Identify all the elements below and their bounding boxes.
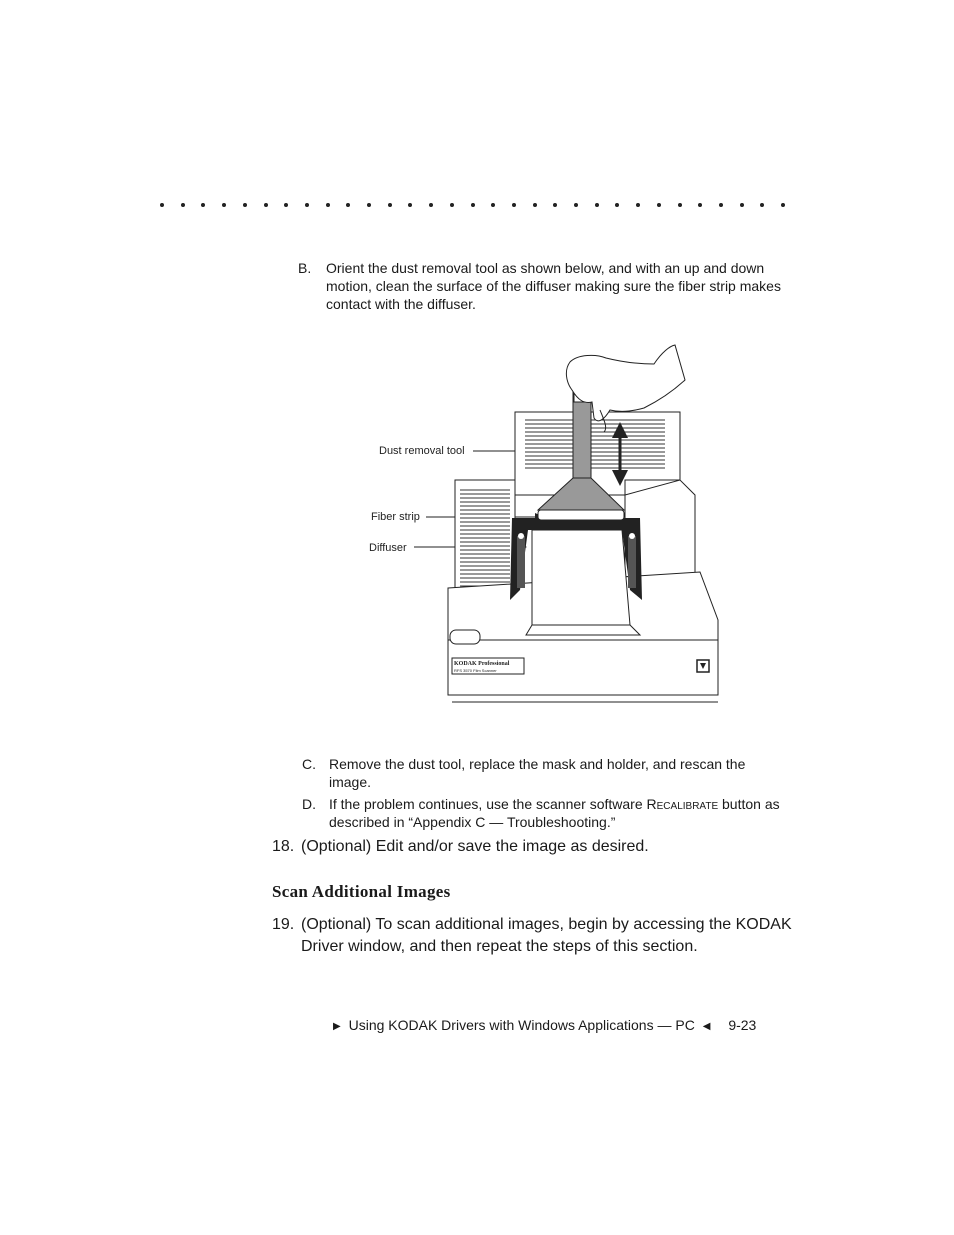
step-18-label: 18. xyxy=(272,838,295,855)
dot xyxy=(429,203,433,207)
step-19 xyxy=(272,914,812,958)
step-b xyxy=(298,259,818,315)
footer-title: Using KODAK Drivers with Windows Applications — PC xyxy=(348,1017,695,1033)
dot xyxy=(698,203,702,207)
step-d-line-2: described in “Appendix C — Troubleshooting.” xyxy=(329,814,616,830)
dot xyxy=(615,203,619,207)
brand-sub: RFS 3570 Film Scanner xyxy=(454,668,497,673)
dot xyxy=(781,203,785,207)
label-dust-tool: Dust removal tool xyxy=(379,445,465,457)
page-number: 9-23 xyxy=(728,1017,757,1033)
dot xyxy=(657,203,661,207)
dot xyxy=(408,203,412,207)
dot xyxy=(201,203,205,207)
dot xyxy=(678,203,682,207)
step-18 xyxy=(272,836,812,858)
dot xyxy=(719,203,723,207)
step-19-line-1: (Optional) To scan additional images, begin by accessing the KODAK xyxy=(301,916,792,933)
step-c-line-1: Remove the dust tool, replace the mask and holder, and rescan the xyxy=(329,756,746,772)
brand-plate: KODAK Professional xyxy=(454,661,510,667)
dot xyxy=(326,203,330,207)
step-c-line-2: image. xyxy=(329,774,372,790)
dot xyxy=(388,203,392,207)
dot xyxy=(264,203,268,207)
step-18-text: (Optional) Edit and/or save the image as desired. xyxy=(301,838,649,855)
right-triangle-icon: ▶ xyxy=(333,1021,341,1032)
dot xyxy=(533,203,537,207)
dot xyxy=(740,203,744,207)
dot xyxy=(512,203,516,207)
step-b-label: B. xyxy=(298,260,312,276)
dot xyxy=(760,203,764,207)
page-footer xyxy=(333,1016,756,1037)
step-d-label: D. xyxy=(302,796,316,812)
step-d-line-1: If the problem continues, use the scanner software Recalibrate button as xyxy=(329,796,780,812)
left-triangle-icon: ◀ xyxy=(702,1021,711,1032)
dot xyxy=(305,203,309,207)
label-fiber-strip: Fiber strip xyxy=(371,511,420,523)
dot xyxy=(160,203,164,207)
section-heading: Scan Additional Images xyxy=(272,882,451,901)
dotted-rule xyxy=(160,203,800,223)
dot xyxy=(243,203,247,207)
fiber-strip xyxy=(538,510,624,520)
dot xyxy=(491,203,495,207)
dot xyxy=(574,203,578,207)
step-d xyxy=(302,795,822,831)
step-b-line-1: Orient the dust removal tool as shown below, and with an up and down xyxy=(326,260,765,276)
step-b-line-3: contact with the diffuser. xyxy=(326,296,476,312)
step-19-line-2: Driver window, and then repeat the steps of this section. xyxy=(301,938,698,955)
step-19-label: 19. xyxy=(272,916,295,933)
dot xyxy=(181,203,185,207)
dot xyxy=(553,203,557,207)
dot xyxy=(450,203,454,207)
step-b-line-2: motion, clean the surface of the diffuser making sure the fiber strip makes xyxy=(326,278,781,294)
dot xyxy=(346,203,350,207)
dot xyxy=(222,203,226,207)
dot xyxy=(595,203,599,207)
scanner-illustration xyxy=(360,340,760,710)
dot xyxy=(284,203,288,207)
dot xyxy=(367,203,371,207)
diffuser-panel xyxy=(526,530,640,635)
dot xyxy=(471,203,475,207)
step-c-label: C. xyxy=(302,756,316,772)
recalibrate-button-name: Recalibrate xyxy=(646,796,719,812)
step-c xyxy=(302,755,822,791)
label-diffuser: Diffuser xyxy=(369,542,407,554)
dot xyxy=(636,203,640,207)
